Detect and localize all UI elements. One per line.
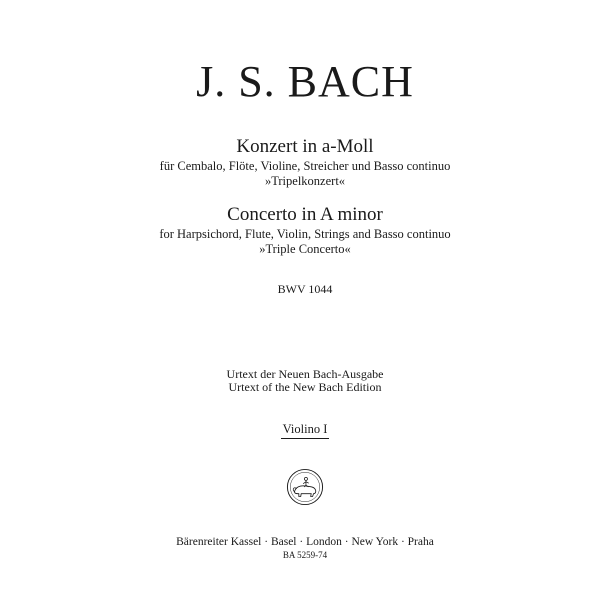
- baerenreiter-logo-icon: [286, 468, 324, 506]
- urtext-german: Urtext der Neuen Bach-Ausgabe: [226, 367, 384, 381]
- scoring-german: für Cembalo, Flöte, Violine, Streicher und Basso continuo: [159, 159, 451, 173]
- scoring-english: for Harpsichord, Flute, Violin, Strings and Basso continuo: [159, 227, 451, 241]
- title-german: Konzert in a-Moll: [236, 136, 374, 157]
- publisher-line: Bärenreiter Kassel · Basel · London · New York · Praha: [176, 536, 434, 548]
- title-english: Concerto in A minor: [227, 204, 383, 225]
- composer-name: J. S. BACH: [196, 57, 414, 106]
- edition-number: BA 5259-74: [282, 550, 328, 560]
- nickname-english: »Triple Concerto«: [259, 242, 351, 256]
- urtext-english: Urtext of the New Bach Edition: [228, 380, 382, 394]
- part-name: Violino I: [281, 423, 330, 439]
- nickname-german: »Tripelkonzert«: [264, 174, 346, 188]
- catalog-number: BWV 1044: [277, 282, 333, 296]
- part-label-wrap: [0, 420, 610, 439]
